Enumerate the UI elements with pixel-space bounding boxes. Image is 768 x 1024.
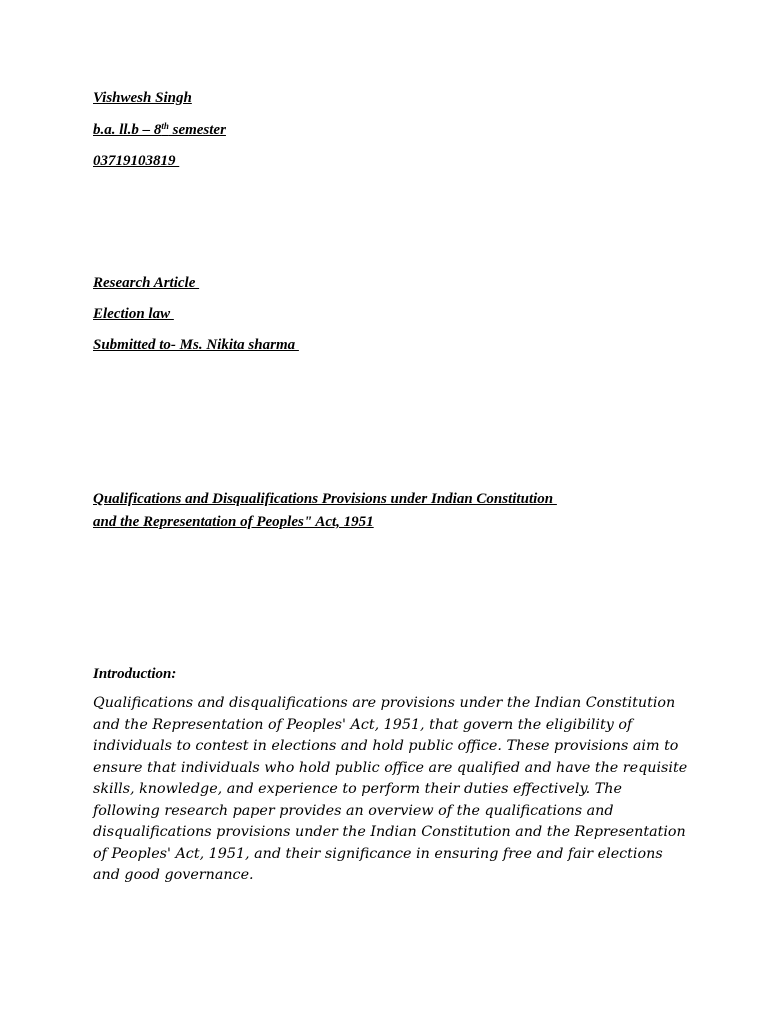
roll-number: 03719103819: [93, 153, 180, 169]
article-type: Research Article: [93, 275, 200, 291]
course-superscript: th: [161, 121, 169, 131]
introduction-heading: Introduction:: [93, 666, 177, 682]
title-line-2: and the Representation of Peoples" Act, 1951: [93, 514, 374, 530]
title-line-1: Qualifications and Disqualifications Provisions under Indian Constitution: [93, 491, 557, 507]
course-line: [93, 121, 226, 139]
introduction-paragraph: Qualifications and disqualifications are provisions under the Indian Constitution and the Representation of Peoples' Act, 1951, that govern the eligibility of individuals to contest in elections and hold public office. These provisions aim to ensure that individuals who hold public office are qualified and have the requisite skills, knowledge, and experience to perform their duties effectively. The following research paper provides an overview of the qualifications and disqualifications provisions under the Indian Constitution and the Representation of Peoples' Act, 1951, and their significance in ensuring free and fair elections and good governance.: [93, 695, 688, 883]
subject-line: Election law: [93, 306, 174, 322]
author-name: Vishwesh Singh: [93, 90, 192, 106]
course-suffix: semester: [168, 122, 226, 138]
course-prefix: b.a. ll.b – 8: [93, 122, 162, 138]
submitted-to-line: Submitted to- Ms. Nikita sharma: [93, 337, 299, 353]
